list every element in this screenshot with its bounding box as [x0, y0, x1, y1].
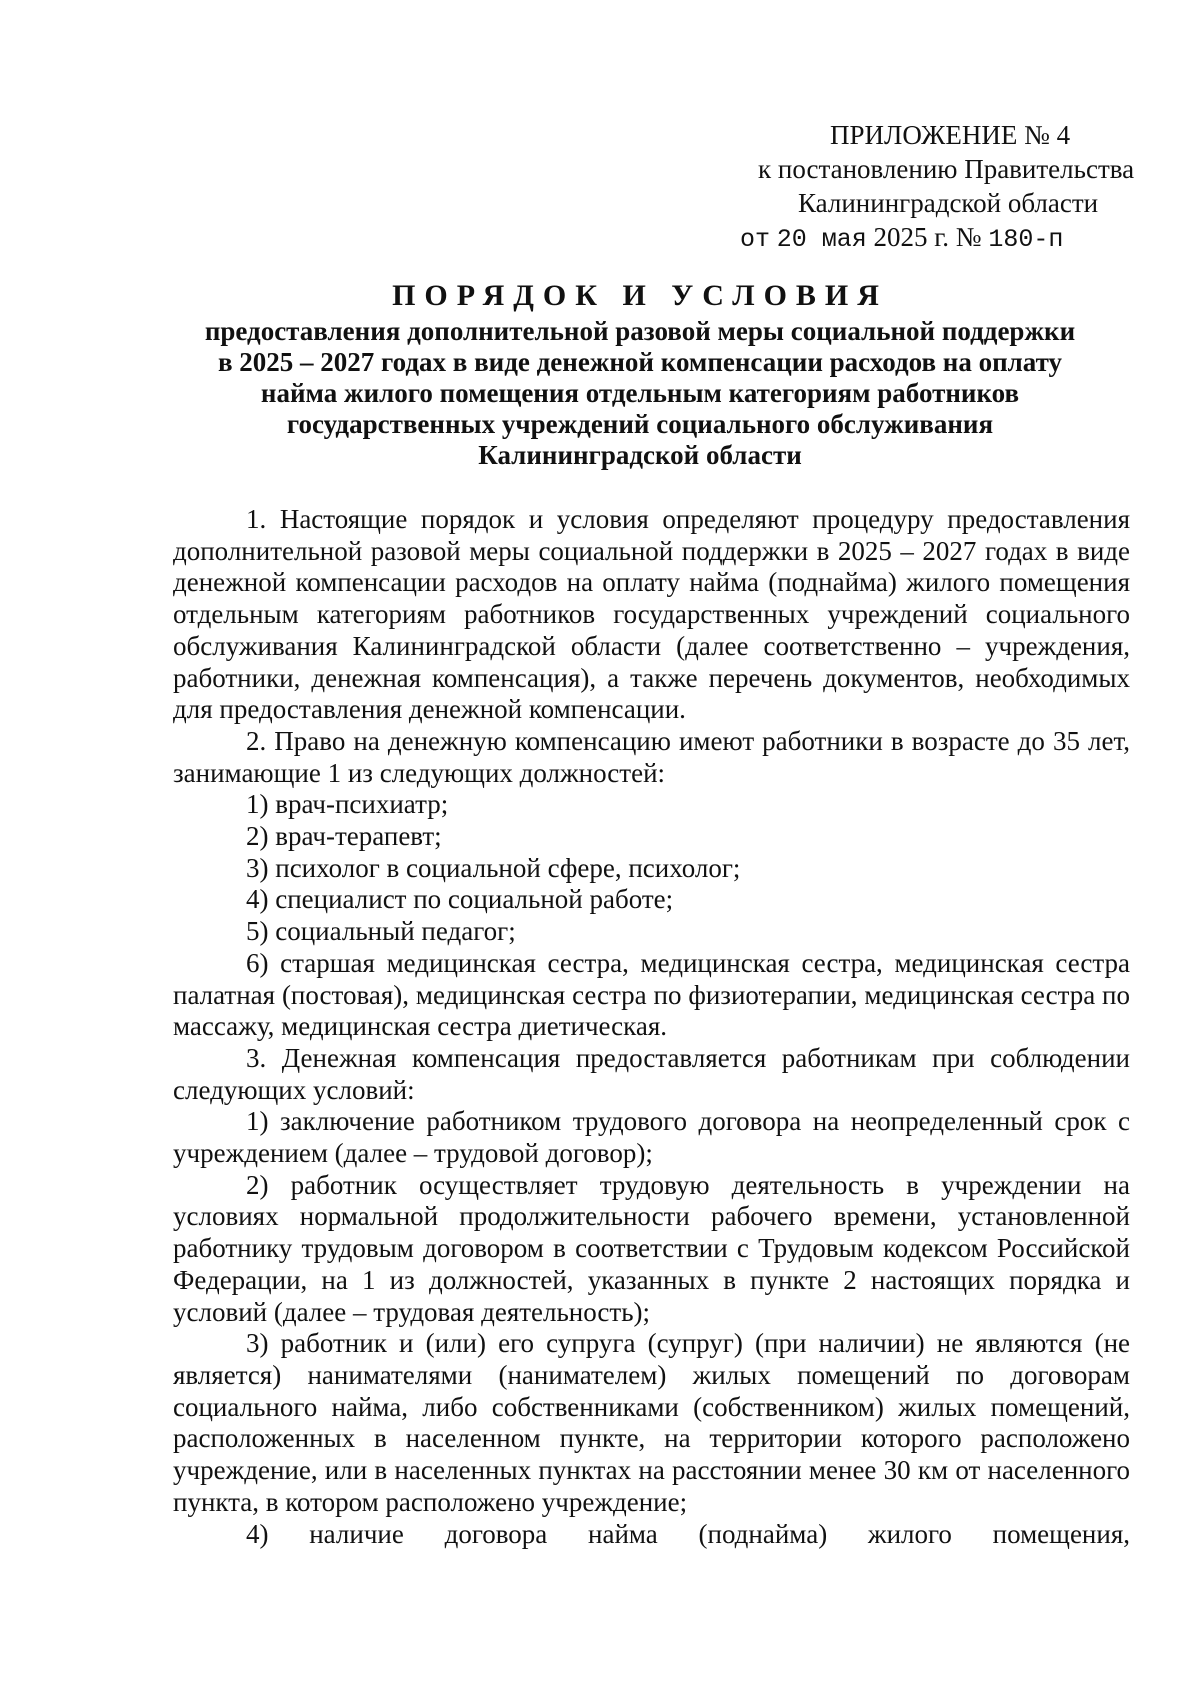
- date-prefix: от: [740, 225, 771, 254]
- appendix-title: ПРИЛОЖЕНИЕ № 4: [830, 120, 1071, 150]
- appendix-resolution: к постановлению Правительства: [758, 154, 1135, 184]
- appendix-region: Калининградской области: [798, 188, 1099, 218]
- list-item: 1) заключение работником трудового договора на неопределенный срок с учреждением (далее – трудовой договор);: [173, 1106, 1130, 1169]
- paragraph: 1. Настоящие порядок и условия определяют процедуру предоставления дополнительной разовой меры социальной поддержки в 2025 – 2027 годах в виде денежной компенсации расходов на оплату найма (поднайма) жилого помещения отдельным категориям работников государственных учреждений социального обслуживания Калининградской области (далее соответственно – учреждения, работники, денежная компенсация), а также перечень документов, необходимых для предоставления денежной компенсации.: [173, 504, 1130, 725]
- list-item: 5) социальный педагог;: [246, 916, 516, 947]
- date-value: 20 мая: [776, 225, 867, 254]
- appendix-header: [740, 118, 1140, 257]
- list-item: 2) врач-терапевт;: [246, 821, 442, 852]
- paragraph: 3. Денежная компенсация предоставляется работникам при соблюдении следующих условий:: [173, 1042, 1130, 1105]
- list-item: 2) работник осуществляет трудовую деятельность в учреждении на условиях нормальной продолжительности рабочего времени, установленной работнику трудовым договором в соответствии с Трудовым кодексом Российской Федерации, на 1 из должностей, указанных в пункте 2 настоящих порядка и условий (далее – трудовая деятельность);: [173, 1169, 1130, 1327]
- list-item: 3) психолог в социальной сфере, психолог;: [246, 852, 741, 883]
- list-item: 6) старшая медицинская сестра, медицинская сестра, медицинская сестра палатная (постовая), медицинская сестра по физиотерапии, медицинская сестра по массажу, медицинская сестра диетическая.: [173, 947, 1130, 1042]
- title-line: предоставления дополнительной разовой меры социальной поддержки: [204, 316, 1076, 346]
- title-line: в 2025 – 2027 годах в виде денежной компенсации расходов на оплату: [217, 347, 1063, 377]
- document-title: [150, 276, 1130, 471]
- resolution-number: 180-п: [988, 225, 1064, 254]
- appendix-date-line: [740, 220, 1140, 257]
- document-body: [173, 504, 1130, 1550]
- title-line: Калининградской области: [478, 440, 802, 470]
- list-item: 4) специалист по социальной работе;: [246, 884, 674, 915]
- list-item: 4) наличие договора найма (поднайма) жилого помещения,: [246, 1518, 1130, 1549]
- year-value: 2025 г. №: [873, 222, 982, 252]
- list-item: 3) работник и (или) его супруга (супруг) (при наличии) не являются (не является) нанимателями (нанимателем) жилых помещений по договорам социального найма, либо собственниками (собственником) жилых помещений, расположенных в населенном пункте, на территории которого расположено учреждение, или в населенных пунктах на расстоянии менее 30 км от населенного пункта, в котором расположено учреждение;: [173, 1328, 1130, 1517]
- paragraph: 2. Право на денежную компенсацию имеют работники в возрасте до 35 лет, занимающие 1 из следующих должностей:: [173, 725, 1130, 788]
- title-line: государственных учреждений социального обслуживания: [286, 409, 994, 439]
- title-line: найма жилого помещения отдельным категориям работников: [260, 378, 1020, 408]
- list-item: 1) врач-психиатр;: [246, 789, 449, 820]
- title-main: ПОРЯДОК И УСЛОВИЯ: [392, 279, 888, 312]
